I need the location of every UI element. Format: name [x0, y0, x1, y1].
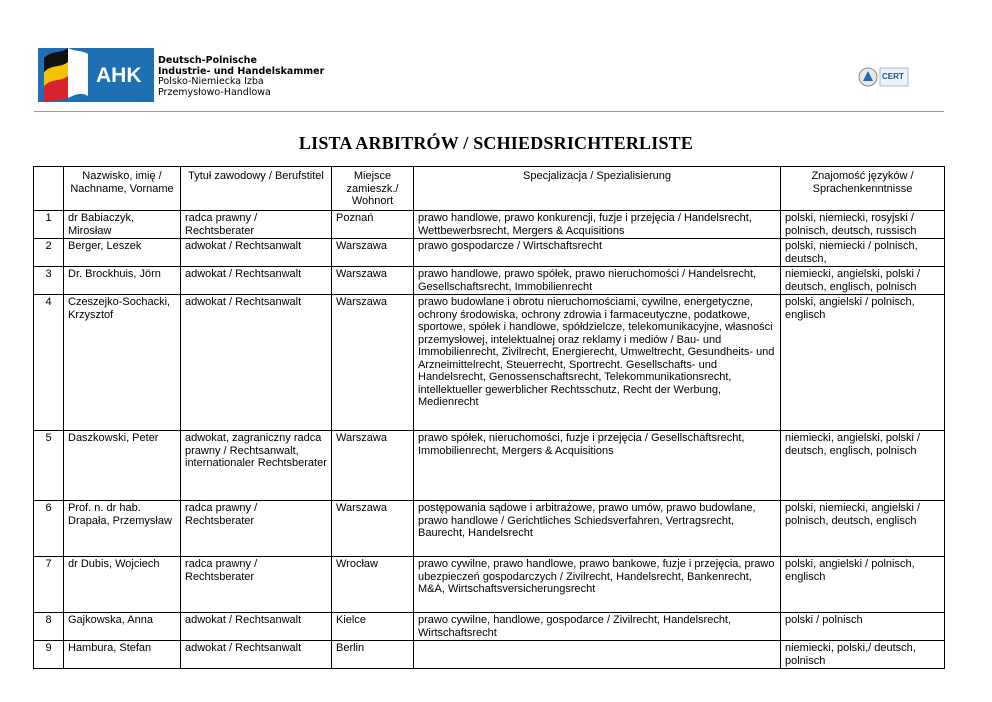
languages: polski, niemiecki, rosyjski / polnisch, deutsch, russisch — [781, 211, 945, 239]
row-number: 4 — [34, 295, 64, 431]
professional-title: radca prawny / Rechtsberater — [181, 211, 332, 239]
row-number: 6 — [34, 501, 64, 557]
row-number: 3 — [34, 267, 64, 295]
row-number: 5 — [34, 431, 64, 501]
arbitrator-name: Czeszejko-Sochacki, Krzysztof — [64, 295, 181, 431]
arbitrator-name: Hambura, Stefan — [64, 641, 181, 669]
languages: niemiecki, angielski, polski / deutsch, englisch, polnisch — [781, 267, 945, 295]
residence: Warszawa — [332, 295, 414, 431]
org-line-de-2: Industrie- und Handelskammer — [158, 65, 325, 77]
table-row — [34, 613, 945, 641]
row-number: 8 — [34, 613, 64, 641]
table-row — [34, 501, 945, 557]
row-number: 2 — [34, 239, 64, 267]
residence: Warszawa — [332, 431, 414, 501]
specialization: prawo handlowe, prawo konkurencji, fuzje i przejęcia / Handelsrecht, Wettbewerbsrecht, Mergers & Acquisitions — [414, 211, 781, 239]
col-header-num — [34, 167, 64, 211]
arbitrator-name: Gajkowska, Anna — [64, 613, 181, 641]
languages: polski, angielski / polnisch, englisch — [781, 295, 945, 431]
residence: Poznań — [332, 211, 414, 239]
professional-title: adwokat / Rechtsanwalt — [181, 613, 332, 641]
table-row — [34, 211, 945, 239]
page-title: LISTA ARBITRÓW / SCHIEDSRICHTERLISTE — [298, 133, 694, 153]
residence: Warszawa — [332, 239, 414, 267]
residence: Warszawa — [332, 501, 414, 557]
col-header-name: Nazwisko, imię / Nachname, Vorname — [64, 167, 181, 211]
residence: Kielce — [332, 613, 414, 641]
specialization — [414, 641, 781, 669]
arbitrator-name: Dr. Brockhuis, Jörn — [64, 267, 181, 295]
table-row — [34, 557, 945, 613]
table-row — [34, 431, 945, 501]
residence: Berlin — [332, 641, 414, 669]
residence: Wrocław — [332, 557, 414, 613]
specialization: postępowania sądowe i arbitrażowe, prawo umów, prawo budowlane, prawo handlowe / Gerichtliches Schiedsverfahren, Vertragsrecht, Baurecht, Handelsrecht — [414, 501, 781, 557]
svg-text:AHK: AHK — [96, 64, 142, 87]
col-header-city: Miejsce zamieszk./ Wohnort — [332, 167, 414, 211]
col-header-title: Tytuł zawodowy / Berufstitel — [181, 167, 332, 211]
arbitrator-table — [33, 166, 945, 669]
document-header — [38, 48, 944, 108]
languages: polski, niemiecki / polnisch, deutsch, — [781, 239, 945, 267]
row-number: 9 — [34, 641, 64, 669]
specialization: prawo cywilne, handlowe, gospodarce / Zivilrecht, Handelsrecht, Wirtschaftsrecht — [414, 613, 781, 641]
languages: polski, niemiecki, angielski / polnisch, deutsch, englisch — [781, 501, 945, 557]
specialization: prawo budowlane i obrotu nieruchomościami, cywilne, energetyczne, ochrony środowiska, ochrony zdrowia i farmaceutyczne, podatkowe, sportowe, spółek i handlowe, spółdzielcze, telekomunikacyjne, własności przemysłowej, intelektualnej oraz reklamy i mediów / Bau- und Immobilienrecht, Zivilrecht, Energierecht, Umweltrecht, Gesundheits- und Arzneimittelrecht, Steuerrecht, Sportrecht. Gesellschafts- und Handelsrecht, Genossenschaftsrecht, Telekommunikationsrecht, intellektueller gewerblicher Rechtsschutz, Recht der Werbung, Medienrecht — [414, 295, 781, 431]
languages: polski, angielski / polnisch, englisch — [781, 557, 945, 613]
professional-title: adwokat / Rechtsanwalt — [181, 641, 332, 669]
specialization: prawo handlowe, prawo spółek, prawo nieruchomości / Handelsrecht, Gesellschaftsrecht, Immobilienrecht — [414, 267, 781, 295]
arbitrator-name: dr Babiaczyk, Mirosław — [64, 211, 181, 239]
org-line-pl-1: Polsko-Niemiecka Izba — [158, 76, 264, 87]
cert-label: CERT — [882, 72, 904, 81]
table-header-row — [34, 167, 945, 211]
table-row — [34, 267, 945, 295]
arbitrator-name: Prof. n. dr hab. Drapała, Przemysław — [64, 501, 181, 557]
arbitrator-name: dr Dubis, Wojciech — [64, 557, 181, 613]
professional-title: adwokat, zagraniczny radca prawny / Rechtsanwalt, internationaler Rechtsberater — [181, 431, 332, 501]
languages: polski / polnisch — [781, 613, 945, 641]
cert-badge-icon — [858, 65, 910, 89]
languages: niemiecki, polski,/ deutsch, polnisch — [781, 641, 945, 669]
organization-name — [158, 56, 324, 98]
specialization: prawo spółek, nieruchomości, fuzje i przejęcia / Gesellschaftsrecht, Immobilienrecht, Mergers & Acquisitions — [414, 431, 781, 501]
org-line-de-1: Deutsch-Polnische — [158, 55, 257, 66]
row-number: 1 — [34, 211, 64, 239]
languages: niemiecki, angielski, polski / deutsch, englisch, polnisch — [781, 431, 945, 501]
col-header-lang: Znajomość języków / Sprachenkenntnisse — [781, 167, 945, 211]
arbitrator-name: Berger, Leszek — [64, 239, 181, 267]
professional-title: adwokat / Rechtsanwalt — [181, 267, 332, 295]
col-header-spec: Specjalizacja / Spezialisierung — [414, 167, 781, 211]
professional-title: adwokat / Rechtsanwalt — [181, 239, 332, 267]
org-line-pl-2: Przemysłowo-Handlowa — [158, 86, 271, 98]
specialization: prawo cywilne, prawo handlowe, prawo bankowe, fuzje i przejęcia, prawo ubezpieczeń gospodarczych / Zivilrecht, Handelsrecht, Bankenrecht, M&A, Wirtschaftsversicherungsrecht — [414, 557, 781, 613]
table-row — [34, 641, 945, 669]
professional-title: adwokat / Rechtsanwalt — [181, 295, 332, 431]
table-row — [34, 295, 945, 431]
professional-title: radca prawny / Rechtsberater — [181, 557, 332, 613]
ahk-logo — [38, 48, 154, 102]
row-number: 7 — [34, 557, 64, 613]
specialization: prawo gospodarcze / Wirtschaftsrecht — [414, 239, 781, 267]
table-row — [34, 239, 945, 267]
residence: Warszawa — [332, 267, 414, 295]
header-divider — [34, 111, 944, 112]
arbitrator-name: Daszkowski, Peter — [64, 431, 181, 501]
professional-title: radca prawny / Rechtsberater — [181, 501, 332, 557]
